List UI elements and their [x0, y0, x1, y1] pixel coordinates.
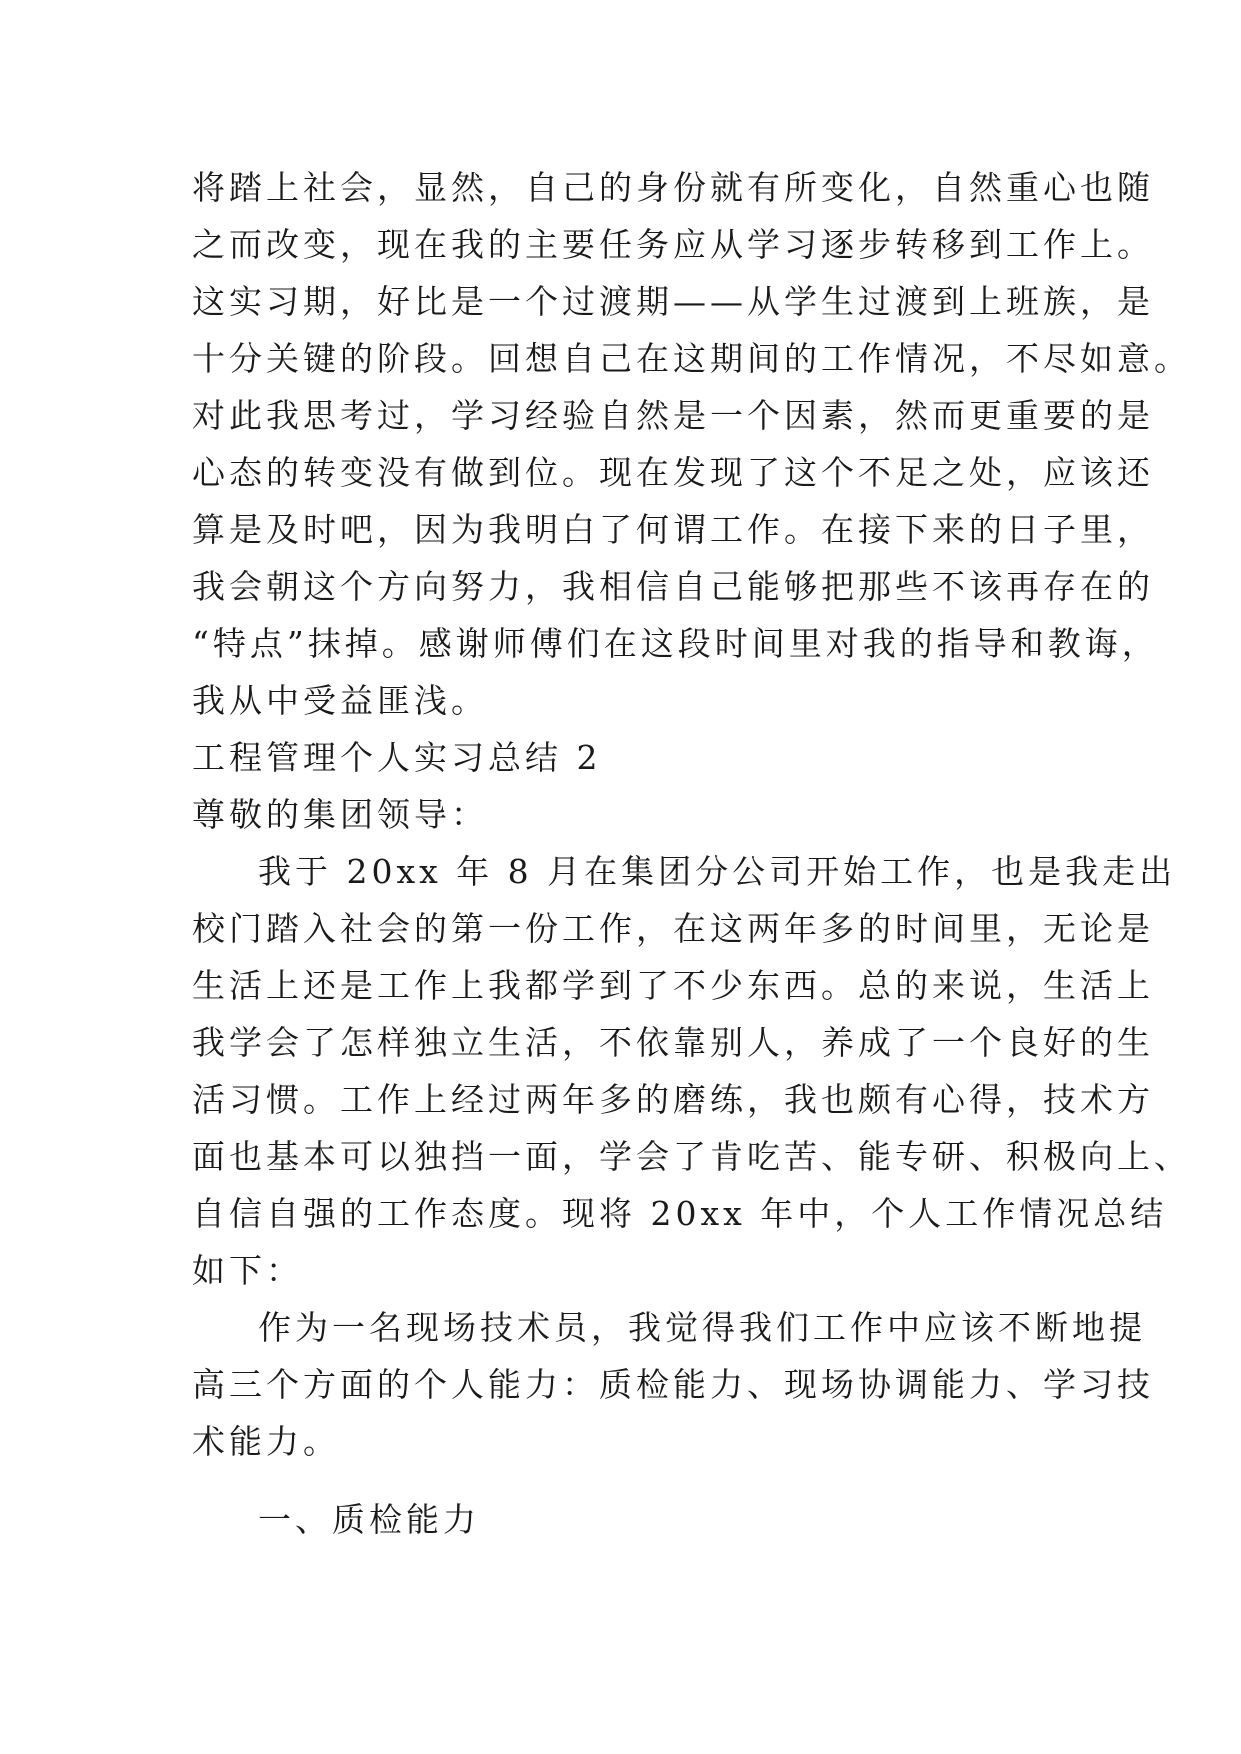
text-line-7: 算是及时吧，因为我明白了何谓工作。在接下来的日子里， [192, 510, 1154, 549]
paragraph-1-line-1: 我于 20xx 年 8 月在集团分公司开始工作，也是我走出 [258, 852, 1177, 891]
text-line-4: 十分关键的阶段。回想自己在这期间的工作情况，不尽如意。 [192, 339, 1191, 378]
text-line-10: 我从中受益匪浅。 [192, 681, 488, 720]
paragraph-2-line-3: 术能力。 [192, 1422, 340, 1461]
text-line-3: 这实习期，好比是一个过渡期——从学生过渡到上班族，是 [192, 282, 1154, 321]
text-line-6: 心态的转变没有做到位。现在发现了这个不足之处，应该还 [192, 453, 1154, 492]
text-line-5: 对此我思考过，学习经验自然是一个因素，然而更重要的是 [192, 396, 1154, 435]
paragraph-2-line-1: 作为一名现场技术员，我觉得我们工作中应该不断地提 [258, 1308, 1146, 1347]
text-line-9: “特点”抹掉。感谢师傅们在这段时间里对我的指导和教诲， [192, 624, 1159, 663]
paragraph-1-line-6: 面也基本可以独挡一面，学会了肯吃苦、能专研、积极向上、 [192, 1137, 1191, 1176]
text-line-1: 将踏上社会，显然，自己的身份就有所变化，自然重心也随 [192, 168, 1154, 207]
paragraph-1-line-8: 如下： [192, 1251, 303, 1290]
section-title: 工程管理个人实习总结 2 [192, 738, 602, 777]
paragraph-1-line-7: 自信自强的工作态度。现将 20xx 年中，个人工作情况总结 [192, 1194, 1168, 1233]
paragraph-1-line-3: 生活上还是工作上我都学到了不少东西。总的来说，生活上 [192, 966, 1154, 1005]
paragraph-1-line-4: 我学会了怎样独立生活，不依靠别人，养成了一个良好的生 [192, 1023, 1154, 1062]
paragraph-1-line-5: 活习惯。工作上经过两年多的磨练，我也颇有心得，技术方 [192, 1080, 1154, 1119]
salutation: 尊敬的集团领导： [192, 795, 488, 834]
paragraph-1-line-2: 校门踏入社会的第一份工作，在这两年多的时间里，无论是 [192, 909, 1154, 948]
subsection-heading: 一、质检能力 [258, 1500, 480, 1539]
text-line-2: 之而改变，现在我的主要任务应从学习逐步转移到工作上。 [192, 225, 1154, 264]
paragraph-2-line-2: 高三个方面的个人能力：质检能力、现场协调能力、学习技 [192, 1365, 1154, 1404]
text-line-8: 我会朝这个方向努力，我相信自己能够把那些不该再存在的 [192, 567, 1154, 606]
